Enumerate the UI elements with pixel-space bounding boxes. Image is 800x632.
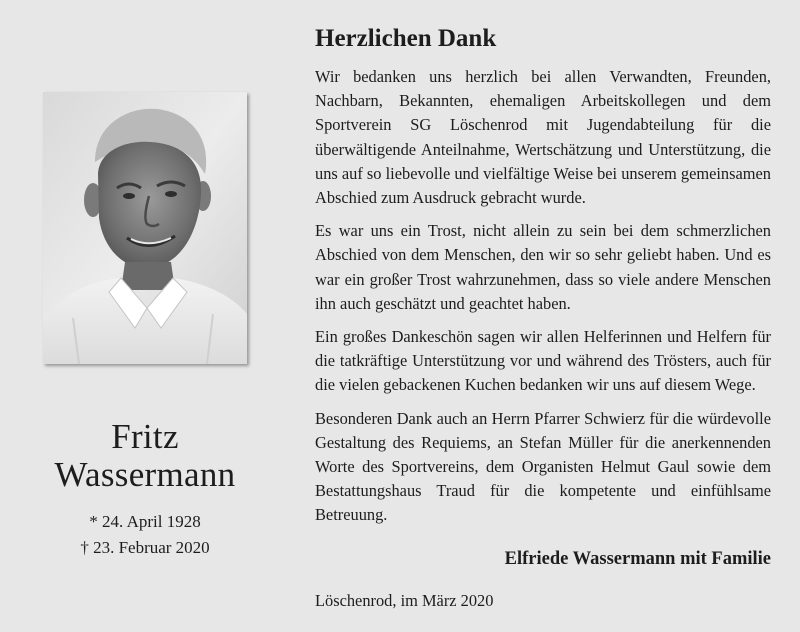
last-name: Wassermann <box>54 455 236 494</box>
paragraph-1: Wir bedanken uns herzlich bei allen Verwandten, Freunden, Nachbarn, Bekannten, ehemaligen Arbeitskollegen und dem Sportverein SG Löschenrod mit Jugendabteilung für die überwältigende Anteilnahme, Wertschätzung und Unterstützung, die uns auf so liebevolle und vielfältige Weise bei unserem gemeinsamen Abschied zum Ausdruck gebracht wurde. <box>315 67 771 208</box>
paragraph-3: Ein großes Dankeschön sagen wir allen Helferinnen und Helfern für die tatkräftige Unterstützung vor und während des Trösters, auch für die vielen gebackenen Kuchen bedanken wir uns auf diesem Wege. <box>315 327 771 395</box>
first-name: Fritz <box>111 417 179 456</box>
life-dates <box>20 509 270 561</box>
signature: Elfriede Wassermann mit Familie <box>504 549 771 569</box>
notice-heading: Herzlichen Dank <box>315 25 497 52</box>
paragraph-2: Es war uns ein Trost, nicht allein zu sein bei dem schmerzlichen Abschied von dem Menschen, den wir so sehr geliebt haben. Und es war ein großer Trost wahrzunehmen, dass so viele andere Menschen ihn auch geschätzt und geachtet haben. <box>315 221 771 313</box>
portrait-photo <box>43 92 247 364</box>
birth-date: * 24. April 1928 <box>89 512 201 531</box>
thank-you-text <box>315 23 771 537</box>
portrait-image <box>43 92 247 364</box>
place-date: Löschenrod, im März 2020 <box>315 591 494 610</box>
deceased-name <box>20 418 270 494</box>
death-date: † 23. Februar 2020 <box>80 538 210 557</box>
paragraph-4: Besonderen Dank auch an Herrn Pfarrer Schwierz für die würdevolle Gestaltung des Requiems, an Stefan Müller für die anerkennenden Worte des Sportvereins, dem Organisten Helmut Gaul sowie dem Bestattungshaus Traud für die kompetente und einfühlsame Betreuung. <box>315 408 771 525</box>
